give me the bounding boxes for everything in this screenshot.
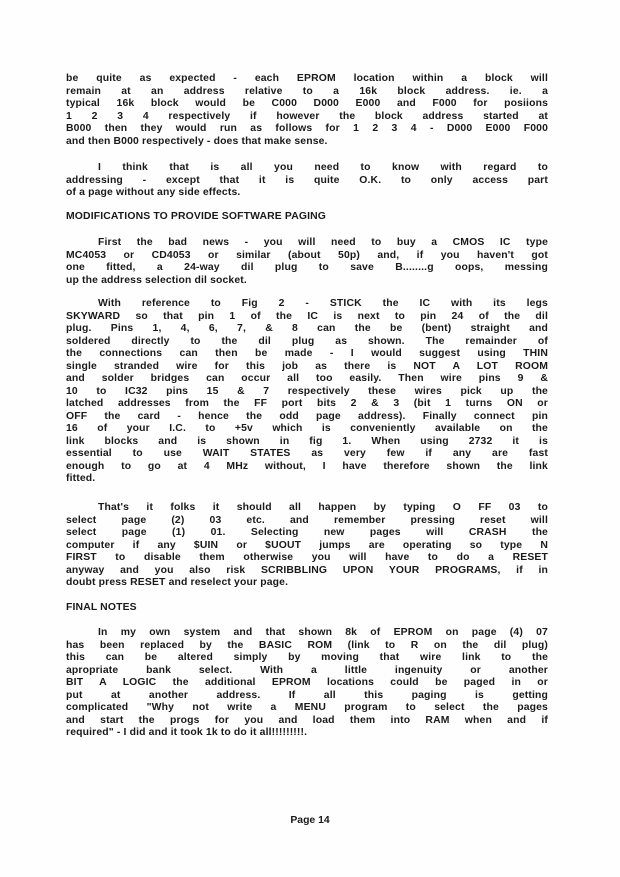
text-line: one fitted, a 24-way dil plug to save B........g oops, messing xyxy=(66,262,548,273)
paragraph xyxy=(66,627,548,740)
text-line: be quite as expected - each EPROM location within a block will xyxy=(66,73,548,84)
text-line: addressing - except that it is quite O.K. to only access part xyxy=(66,174,548,186)
paragraph xyxy=(66,298,548,486)
text-line: select page (1) 01. Selecting new pages will CRASH the xyxy=(66,527,548,538)
text-line: of a page without any side effects. xyxy=(66,187,241,198)
text-line: latched addresses from the FF port bits 2 & 3 (bit 1 turns ON or xyxy=(66,398,548,409)
text-line: B000 then they would run as follows for 1 2 3 4 - D000 E000 F000 xyxy=(66,123,548,134)
text-line: put at another address. If all this paging is getting xyxy=(66,689,548,701)
text-line: That's it folks it should all happen by typing O FF 03 to xyxy=(98,502,548,513)
text-line: OFF the card - hence the odd page address). Finally connect pin xyxy=(66,410,548,422)
text-line: fitted. xyxy=(66,473,96,484)
paragraph xyxy=(66,162,548,200)
text-line: FINAL NOTES xyxy=(66,602,137,613)
text-line: essential to use WAIT STATES as very few if any are fast xyxy=(66,448,548,459)
text-line: apropriate bank select. With a little ingenuity or another xyxy=(66,664,548,676)
text-line: BIT A LOGIC the additional EPROM locations could be paged in or xyxy=(66,677,548,688)
paragraph xyxy=(66,502,548,590)
text-line: enough to go at 4 MHz without, I have therefore shown the link xyxy=(66,460,548,472)
text-line: computer if any $UIN or $UOUT jumps are operating so type N xyxy=(66,539,548,551)
text-line: typical 16k block would be C000 D000 E000 and F000 for posiions xyxy=(66,98,548,109)
text-line: select page (2) 03 etc. and remember pressing reset will xyxy=(66,514,548,526)
text-line: I think that is all you need to know with regard to xyxy=(98,162,548,173)
text-line: In my own system and that shown 8k of EPROM on page (4) 07 xyxy=(98,627,548,638)
text-line: doubt press RESET and reselect your page. xyxy=(66,577,289,588)
text-line: link blocks and is shown in fig 1. When using 2732 it is xyxy=(66,435,548,447)
text-line: required" - I did and it took 1k to do it all!!!!!!!!!. xyxy=(66,727,308,738)
text-line: this can be altered simply by moving that wire link to the xyxy=(66,652,548,663)
text-line: single stranded wire for this job as there is NOT A LOT ROOM xyxy=(66,360,548,372)
paragraph xyxy=(66,237,548,287)
text-line: and start the progs for you and load them into RAM when and if xyxy=(66,714,548,726)
text-line: plug. Pins 1, 4, 6, 7, & 8 can the be (bent) straight and xyxy=(66,323,548,334)
text-line: With reference to Fig 2 - STICK the IC with its legs xyxy=(98,298,548,309)
text-line: SKYWARD so that pin 1 of the IC is next to pin 24 of the dil xyxy=(66,310,548,322)
text-line: FIRST to disable them otherwise you will have to do a RESET xyxy=(66,552,548,563)
section-heading xyxy=(66,602,548,615)
text-line: 10 to IC32 pins 15 & 7 respectively these wires pick up the xyxy=(66,385,548,397)
text-line: anyway and you also risk SCRIBBLING UPON YOUR PROGRAMS, if in xyxy=(66,564,548,576)
page-number: Page 14 xyxy=(290,815,330,826)
text-line: remain at an address relative to a 16k block address. ie. a xyxy=(66,85,548,97)
text-line: 1 2 3 4 respectively if however the block address started at xyxy=(66,110,548,122)
text-line: up the address selection dil socket. xyxy=(66,274,247,286)
text-line: has been replaced by the BASIC ROM (link to R on the dil plug) xyxy=(66,639,548,651)
text-line: 16 of your I.C. to +5v which is conveniently available on the xyxy=(66,423,548,434)
text-line: MODIFICATIONS TO PROVIDE SOFTWARE PAGING xyxy=(66,211,326,222)
text-line: First the bad news - you will need to buy a CMOS IC type xyxy=(98,237,548,248)
text-line: the connections can then be made - I would suggest using THIN xyxy=(66,348,548,359)
text-line: and then B000 respectively - does that make sense. xyxy=(66,135,328,147)
text-line: MC4053 or CD4053 or similar (about 50p) and, if you haven't got xyxy=(66,249,548,261)
text-line: complicated "Why not write a MENU program to select the pages xyxy=(66,702,548,713)
text-line: and solder bridges can occur all too easily. Then wire pins 9 & xyxy=(66,373,548,384)
paragraph xyxy=(66,73,548,148)
text-line: soldered directly to the dil plug as shown. The remainder of xyxy=(66,335,548,347)
section-heading xyxy=(66,211,548,224)
